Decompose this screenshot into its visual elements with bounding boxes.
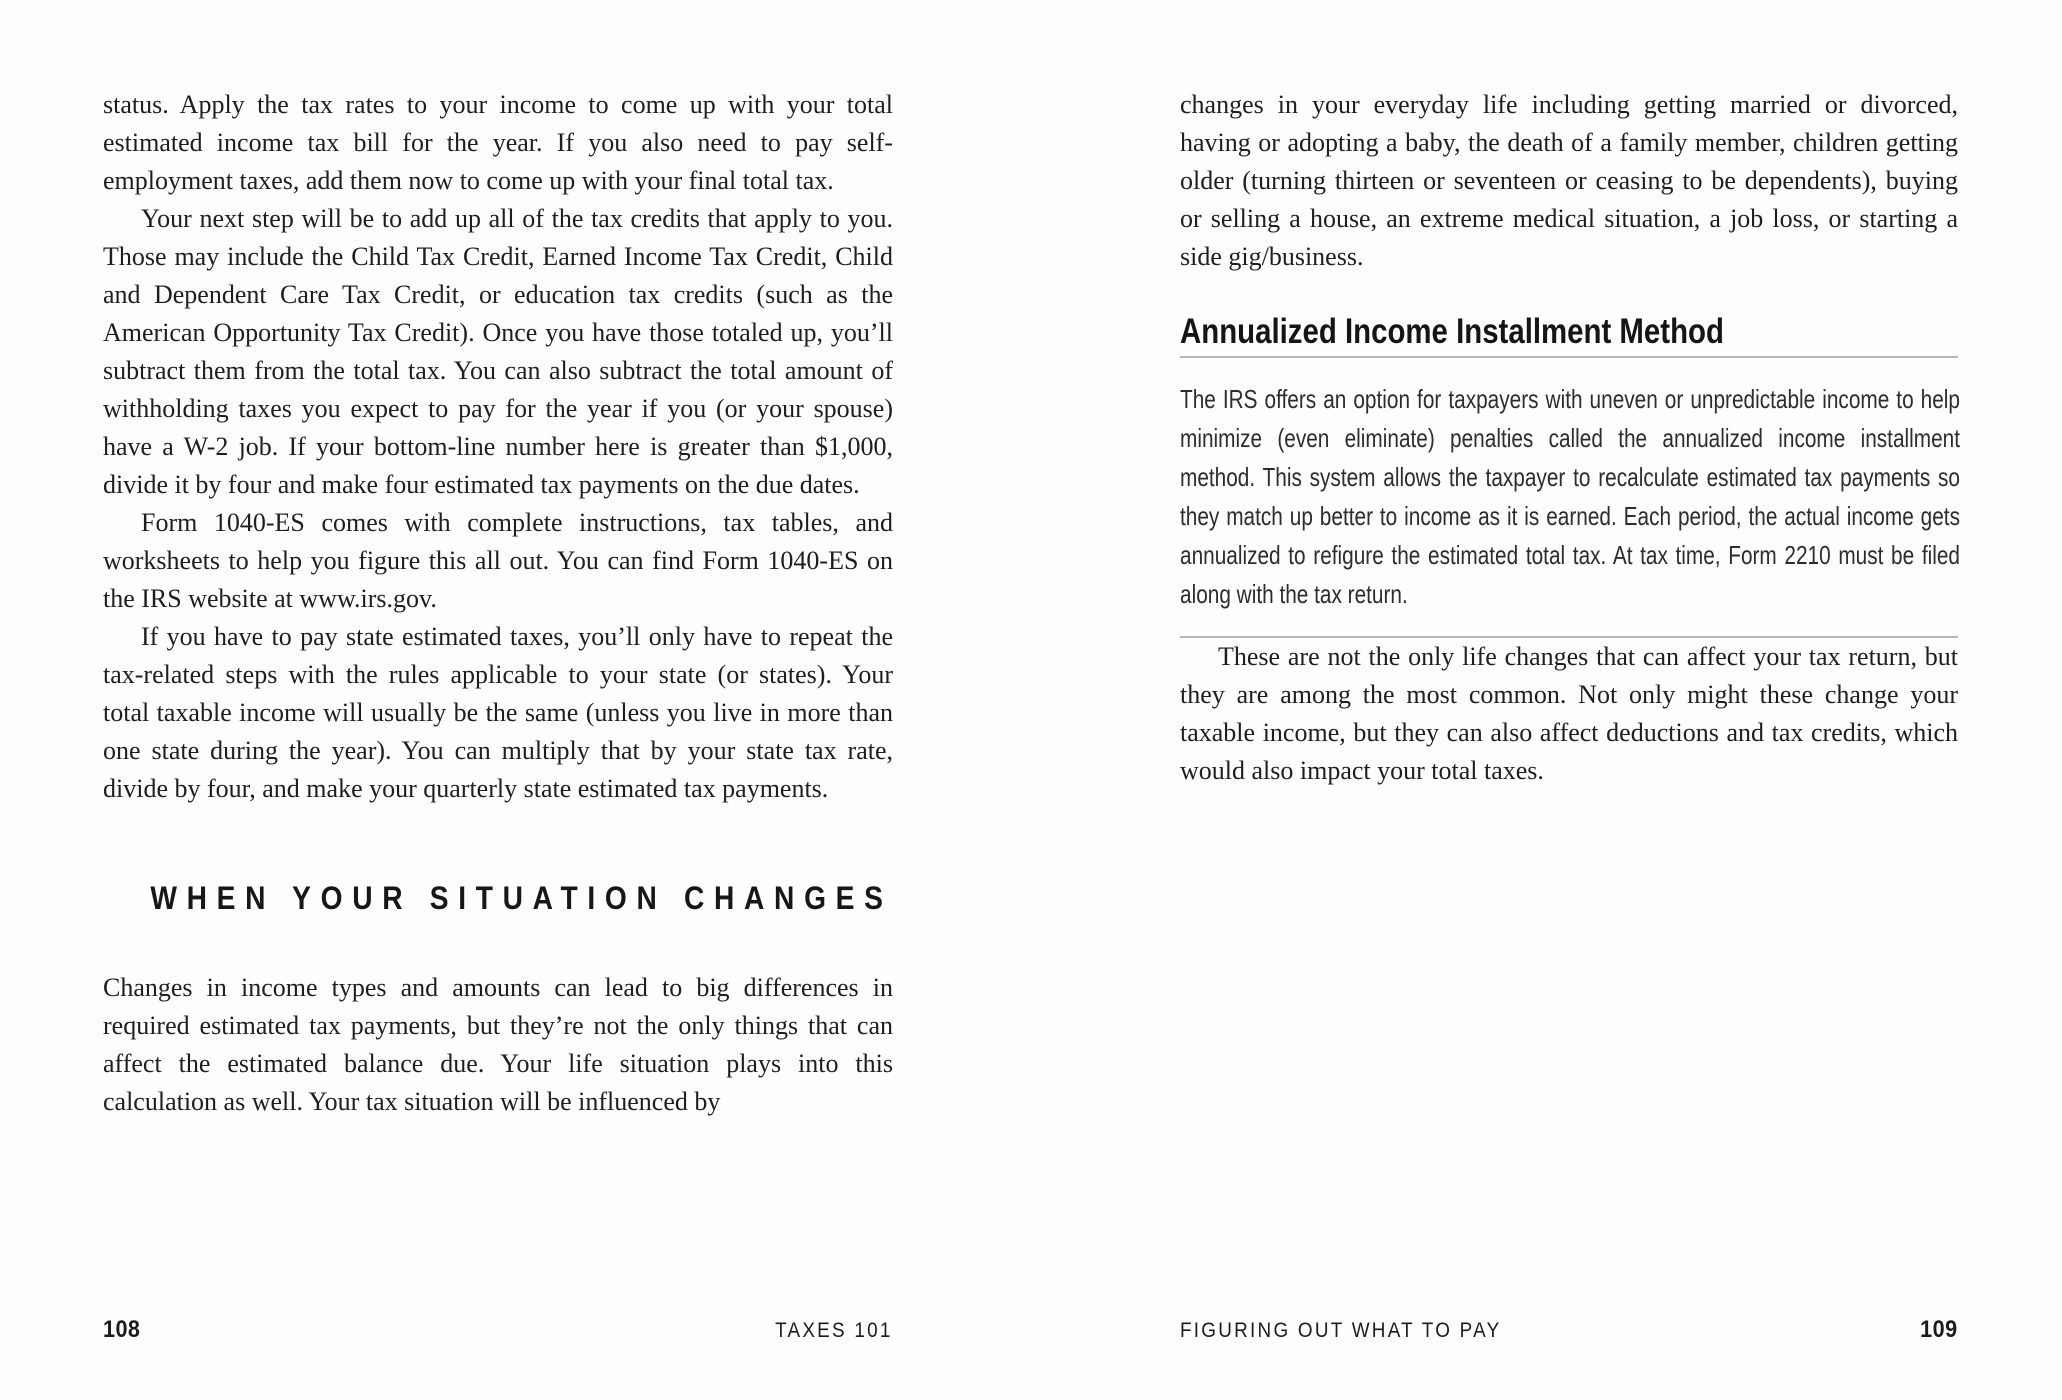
page-number: 108: [103, 1316, 141, 1343]
page-number: 109: [1920, 1316, 1958, 1343]
running-head: FIGURING OUT WHAT TO PAY: [1180, 1319, 1502, 1342]
sidebar-body-wrap: [1180, 380, 1958, 614]
running-head: TAXES 101: [775, 1319, 893, 1342]
right-page-text-column: [1180, 86, 1958, 790]
body-paragraph: changes in your everyday life including getting married or divorced, having or adopting a baby, the death of a family member, children getting older (turning thirteen or seventeen or ceasing to be dependents), buying or selling a house, an extreme medical situation, a job loss, or starting a side gig/business.: [1180, 90, 1958, 271]
sidebar-body: The IRS offers an option for taxpayers with uneven or unpredictable income to help minimize (even eliminate) penalties called the annualized income installment method. This system allows the taxpayer to recalculate estimated tax payments so they match up better to income as it is earned. Each period, the actual income gets annualized to refigure the estimated total tax. At tax time, Form 2210 must be filed along with the tax return.: [1180, 384, 1960, 609]
section-heading: WHEN YOUR SITUATION CHANGES: [150, 880, 893, 916]
sidebar-heading: Annualized Income Installment Method: [1180, 312, 1724, 351]
left-page-footer: [103, 1316, 893, 1344]
body-paragraph: These are not the only life changes that can affect your tax return, but they are among the most common. Not only might these change your taxable income, but they can also affect deductions and tax credits, which would also impact your total taxes.: [1180, 642, 1958, 785]
right-page-footer: [1180, 1316, 1958, 1344]
body-paragraph: status. Apply the tax rates to your income to come up with your total estimated income tax bill for the year. If you also need to pay self-employment taxes, add them now to come up with your final total tax.: [103, 90, 893, 195]
left-page-text-column: [103, 86, 893, 1121]
body-paragraph: Changes in income types and amounts can lead to big differences in required estimated tax payments, but they’re not the only things that can affect the estimated balance due. Your life situation plays into this calculation as well. Your tax situation will be influenced by: [103, 973, 893, 1116]
sidebar-heading-underline-rule: [1180, 312, 1958, 358]
body-paragraph: Form 1040-ES comes with complete instructions, tax tables, and worksheets to help you figure this all out. You can find Form 1040-ES on the IRS website at www.irs.gov.: [103, 508, 893, 613]
body-paragraph: Your next step will be to add up all of the tax credits that apply to you. Those may include the Child Tax Credit, Earned Income Tax Credit, Child and Dependent Care Tax Credit, or education tax credits (such as the American Opportunity Tax Credit). Once you have those totaled up, you’ll subtract them from the total tax. You can also subtract the total amount of withholding taxes you expect to pay for the year if you (or your spouse) have a W-2 job. If your bottom-line number here is greater than $1,000, divide it by four and make four estimated tax payments on the due dates.: [103, 204, 893, 499]
body-paragraph: If you have to pay state estimated taxes, you’ll only have to repeat the tax-related steps with the rules applicable to your state (or states). Your total taxable income will usually be the same (unless you live in more than one state during the year). You can multiply that by your state tax rate, divide by four, and make your quarterly state estimated tax payments.: [103, 622, 893, 803]
